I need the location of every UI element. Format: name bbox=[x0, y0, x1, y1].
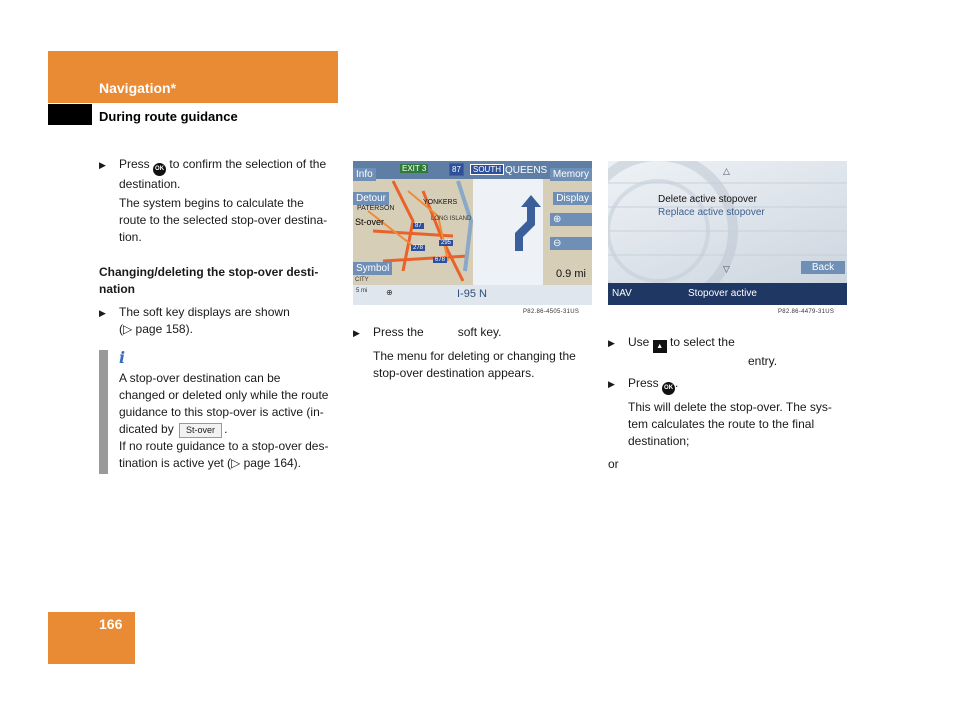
figure-caption-map: P82.86-4505-31US bbox=[523, 309, 580, 315]
st-over-softkey[interactable]: St-over bbox=[355, 217, 385, 227]
page-number: 166 bbox=[99, 616, 123, 632]
col1-para1: The system begins to calculate the route to the selected stop-over destina- tion. bbox=[119, 196, 328, 244]
route-shield: 87 bbox=[449, 163, 464, 176]
route-678-shield: 678 bbox=[435, 257, 446, 263]
compass-icon: ⊕ bbox=[386, 288, 393, 297]
south-sign: SOUTH bbox=[470, 164, 504, 175]
scroll-down-icon[interactable]: ▽ bbox=[723, 264, 730, 274]
section-header-bar bbox=[48, 51, 338, 103]
city-label: CITY bbox=[355, 277, 369, 283]
long-island-label: LONG ISLAND bbox=[431, 216, 472, 222]
stopover-menu-screen bbox=[608, 161, 847, 305]
col3-or: or bbox=[608, 457, 619, 471]
route-278-shield: 278 bbox=[413, 245, 424, 251]
info-icon: i bbox=[119, 348, 126, 367]
exit-sign: EXIT 3 bbox=[402, 164, 427, 173]
st-over-softkey-icon: St-over bbox=[179, 423, 222, 438]
col1-step1: ▶ Press OK to confirm the selection of the destination. bbox=[99, 157, 327, 191]
distance-readout: 0.9 mi bbox=[556, 268, 586, 280]
col3-step2: ▶ Press OK . bbox=[608, 375, 848, 395]
note-bar bbox=[99, 350, 108, 474]
map-graphic bbox=[353, 161, 592, 305]
subsection-marker bbox=[48, 104, 92, 125]
zoom-out-softkey[interactable]: ⊖ bbox=[550, 237, 592, 250]
figure-caption-menu: P82.86-4479-31US bbox=[778, 309, 835, 315]
scroll-up-icon[interactable]: △ bbox=[723, 166, 730, 176]
route-295-shield: 295 bbox=[441, 240, 452, 246]
up-arrow-key-icon: ▲ bbox=[653, 340, 667, 353]
ok-button-icon: OK bbox=[153, 163, 166, 176]
col1-step2: ▶ The soft key displays are shown (▷ page 158). bbox=[99, 305, 290, 336]
col1-heading: Changing/deleting the stop-over desti- nation bbox=[99, 265, 319, 296]
paterson-label: PATERSON bbox=[357, 205, 395, 212]
col2-para: The menu for deleting or changing the stop-over destination appears. bbox=[373, 349, 576, 380]
symbol-softkey[interactable]: Symbol bbox=[353, 262, 392, 275]
info-softkey[interactable]: Info bbox=[353, 168, 376, 181]
status-label: Stopover active bbox=[688, 288, 757, 299]
menu-item-replace[interactable]: Replace active stopover bbox=[658, 207, 765, 218]
compass-background bbox=[608, 161, 847, 305]
back-softkey[interactable]: Back bbox=[801, 261, 845, 274]
col3-step1: ▶ Use ▲ to select the entry. bbox=[608, 335, 778, 368]
yonkers-label: YONKERS bbox=[423, 199, 458, 206]
info-note: A stop-over destination can be changed or deleted only while the route guidance to this stop-over is active (in- dicated by St-over . If no route guidance to a stop-over des- tination is active yet (▷ page 164). bbox=[119, 371, 329, 470]
queens-label: QUEENS bbox=[505, 165, 548, 176]
detour-softkey[interactable]: Detour bbox=[353, 192, 389, 205]
route-87-shield: 87 bbox=[415, 223, 422, 229]
ok-button-icon: OK bbox=[662, 382, 675, 395]
road-name: I-95 N bbox=[457, 288, 487, 300]
memory-softkey[interactable]: Memory bbox=[550, 168, 592, 181]
display-softkey[interactable]: Display bbox=[553, 192, 592, 205]
nav-label: NAV bbox=[612, 288, 632, 299]
subsection-title: During route guidance bbox=[99, 109, 238, 124]
menu-item-delete[interactable]: Delete active stopover bbox=[658, 194, 757, 205]
col3-para: This will delete the stop-over. The sys- tem calculates the route to the final destination; bbox=[628, 400, 832, 448]
col2-step: ▶ Press the soft key. bbox=[353, 325, 502, 339]
section-title: Navigation* bbox=[99, 80, 177, 96]
map-screen bbox=[353, 161, 592, 305]
scale-readout: 5 mi bbox=[356, 288, 368, 294]
zoom-in-softkey[interactable]: ⊕ bbox=[550, 213, 592, 226]
